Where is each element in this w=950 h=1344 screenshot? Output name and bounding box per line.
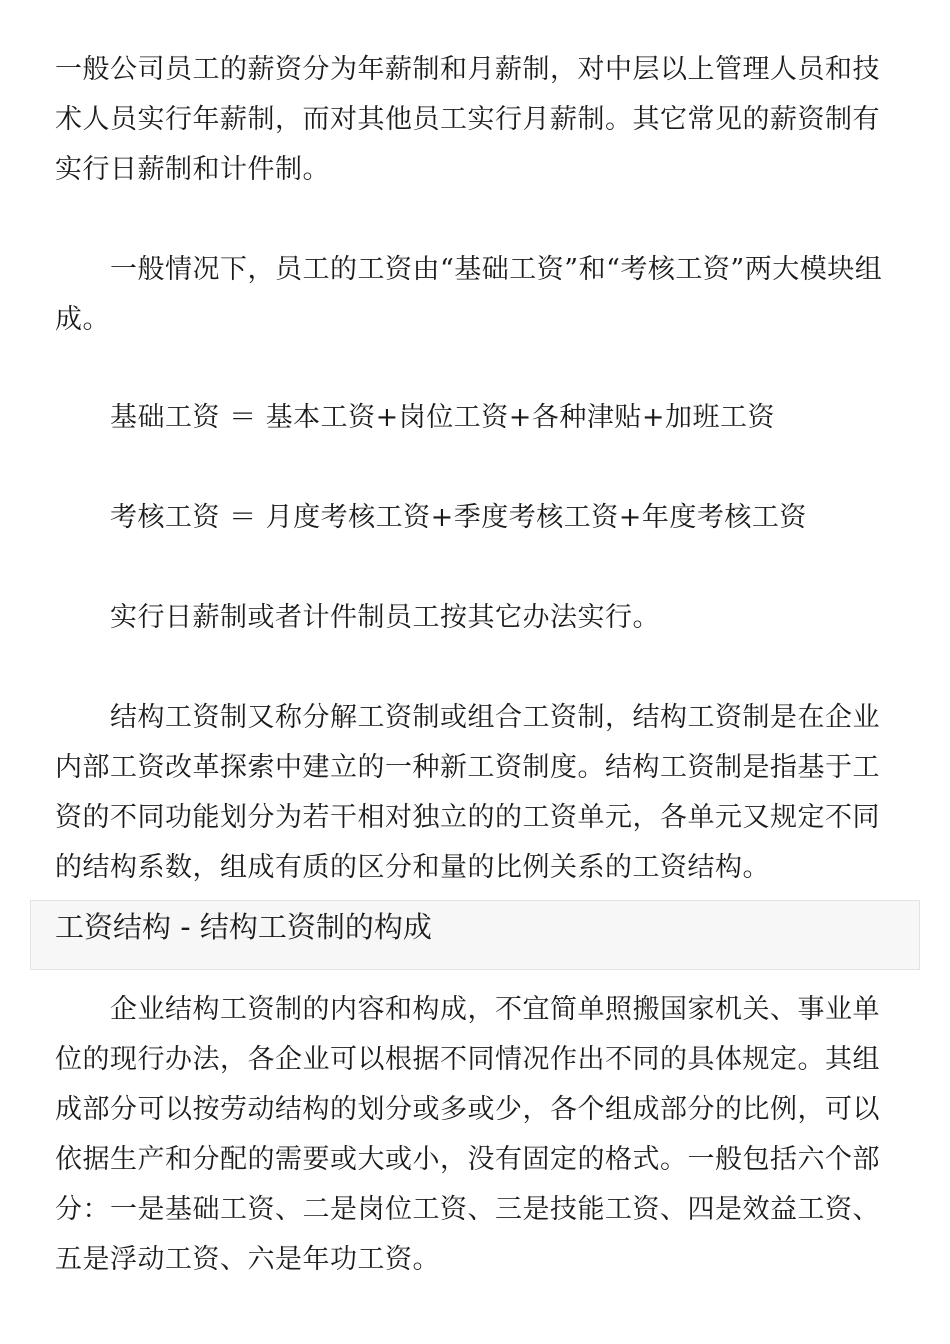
paragraph-daily-piece-rate: 实行日薪制或者计件制员工按其它办法实行。 <box>110 602 660 633</box>
paragraph-structural-wage-composition: 企业结构工资制的内容和构成，不宜简单照搬国家机关、事业单位的现行办法，各企业可以根据不同情况作出不同的具体规定。其组成部分可以按劳动结构的划分或多或少，各个组成部分的比例，可以依据生产和分配的需要或大或小，没有固定的格式。一般包括六个部分：一是基础工资、二是岗位工资、三是技能工资、四是效益工资、五是浮动工资、六是年功工资。 <box>55 994 880 1275</box>
formula-basic-salary: 基础工资 ＝ 基本工资+岗位工资+各种津贴+加班工资 <box>110 402 776 433</box>
section-heading-box <box>30 900 920 970</box>
formula-assessment-salary: 考核工资 ＝ 月度考核工资+季度考核工资+年度考核工资 <box>110 502 807 533</box>
section-heading: 工资结构 - 结构工资制的构成 <box>55 910 432 944</box>
paragraph-salary-systems: 一般公司员工的薪资分为年薪制和月薪制，对中层以上管理人员和技术人员实行年薪制，而对其他员工实行月薪制。其它常见的薪资制有实行日薪制和计件制。 <box>55 54 880 185</box>
paragraph-salary-modules: 一般情况下，员工的工资由“基础工资”和“考核工资”两大模块组成。 <box>55 254 883 335</box>
paragraph-structural-wage-definition: 结构工资制又称分解工资制或组合工资制，结构工资制是在企业内部工资改革探索中建立的一种新工资制度。结构工资制是指基于工资的不同功能划分为若干相对独立的的工资单元，各单元又规定不同的结构系数，组成有质的区分和量的比例关系的工资结构。 <box>55 702 880 883</box>
